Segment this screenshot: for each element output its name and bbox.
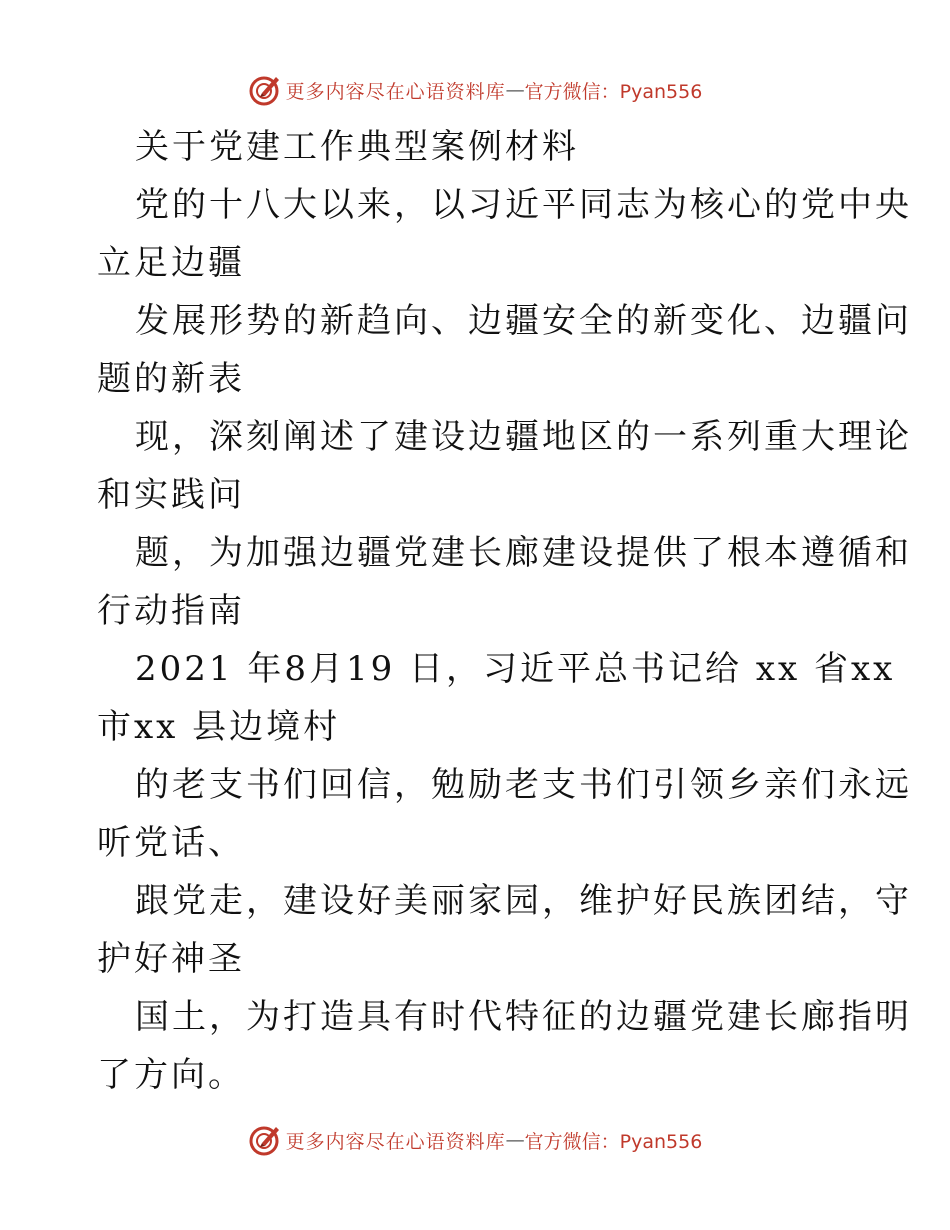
paragraph-line: 国土，为打造具有时代特征的边疆党建长廊指明 [135,997,912,1037]
paragraph-line: 听党话、 [97,823,245,863]
banner-text: 更多内容尽在心语资料库 [285,80,506,103]
banner-text: 更多内容尽在心语资料库 [285,1130,506,1153]
paragraph-line: 题的新表 [97,359,245,399]
paragraph-line: 了方向。 [97,1055,245,1095]
paragraph-line: 护好神圣 [97,939,245,979]
document-title: 关于党建工作典型案例材料 [135,127,579,167]
pen-logo-icon [248,73,282,107]
banner-wechat: 官方微信：Pyan556 [524,80,703,103]
paragraph-line: 题，为加强边疆党建长廊建设提供了根本遵循和 [135,533,912,573]
paragraph-line: 市xx 县边境村 [97,707,341,747]
paragraph-line: 和实践问 [97,475,245,515]
paragraph-line: 跟党走，建设好美丽家园，维护好民族团结，守 [135,881,912,921]
banner-wechat: 官方微信：Pyan556 [524,1130,703,1153]
paragraph-line: 的老支书们回信，勉励老支书们引领乡亲们永远 [135,765,912,805]
paragraph-line: 现，深刻阐述了建设边疆地区的一系列重大理论 [135,417,912,457]
footer-banner [0,1120,950,1160]
pen-logo-icon [248,1123,282,1157]
banner-separator: — [505,79,525,101]
paragraph-line: 发展形势的新趋向、边疆安全的新变化、边疆问 [135,301,912,341]
paragraph-line: 党的十八大以来，以习近平同志为核心的党中央 [135,185,912,225]
header-banner [0,70,950,110]
paragraph-line: 2021 年8月19 日，习近平总书记给 xx 省xx [135,649,896,689]
document-body [97,118,912,1104]
banner-separator: — [505,1129,525,1151]
paragraph-line: 行动指南 [97,591,245,631]
paragraph-line: 立足边疆 [97,243,245,283]
